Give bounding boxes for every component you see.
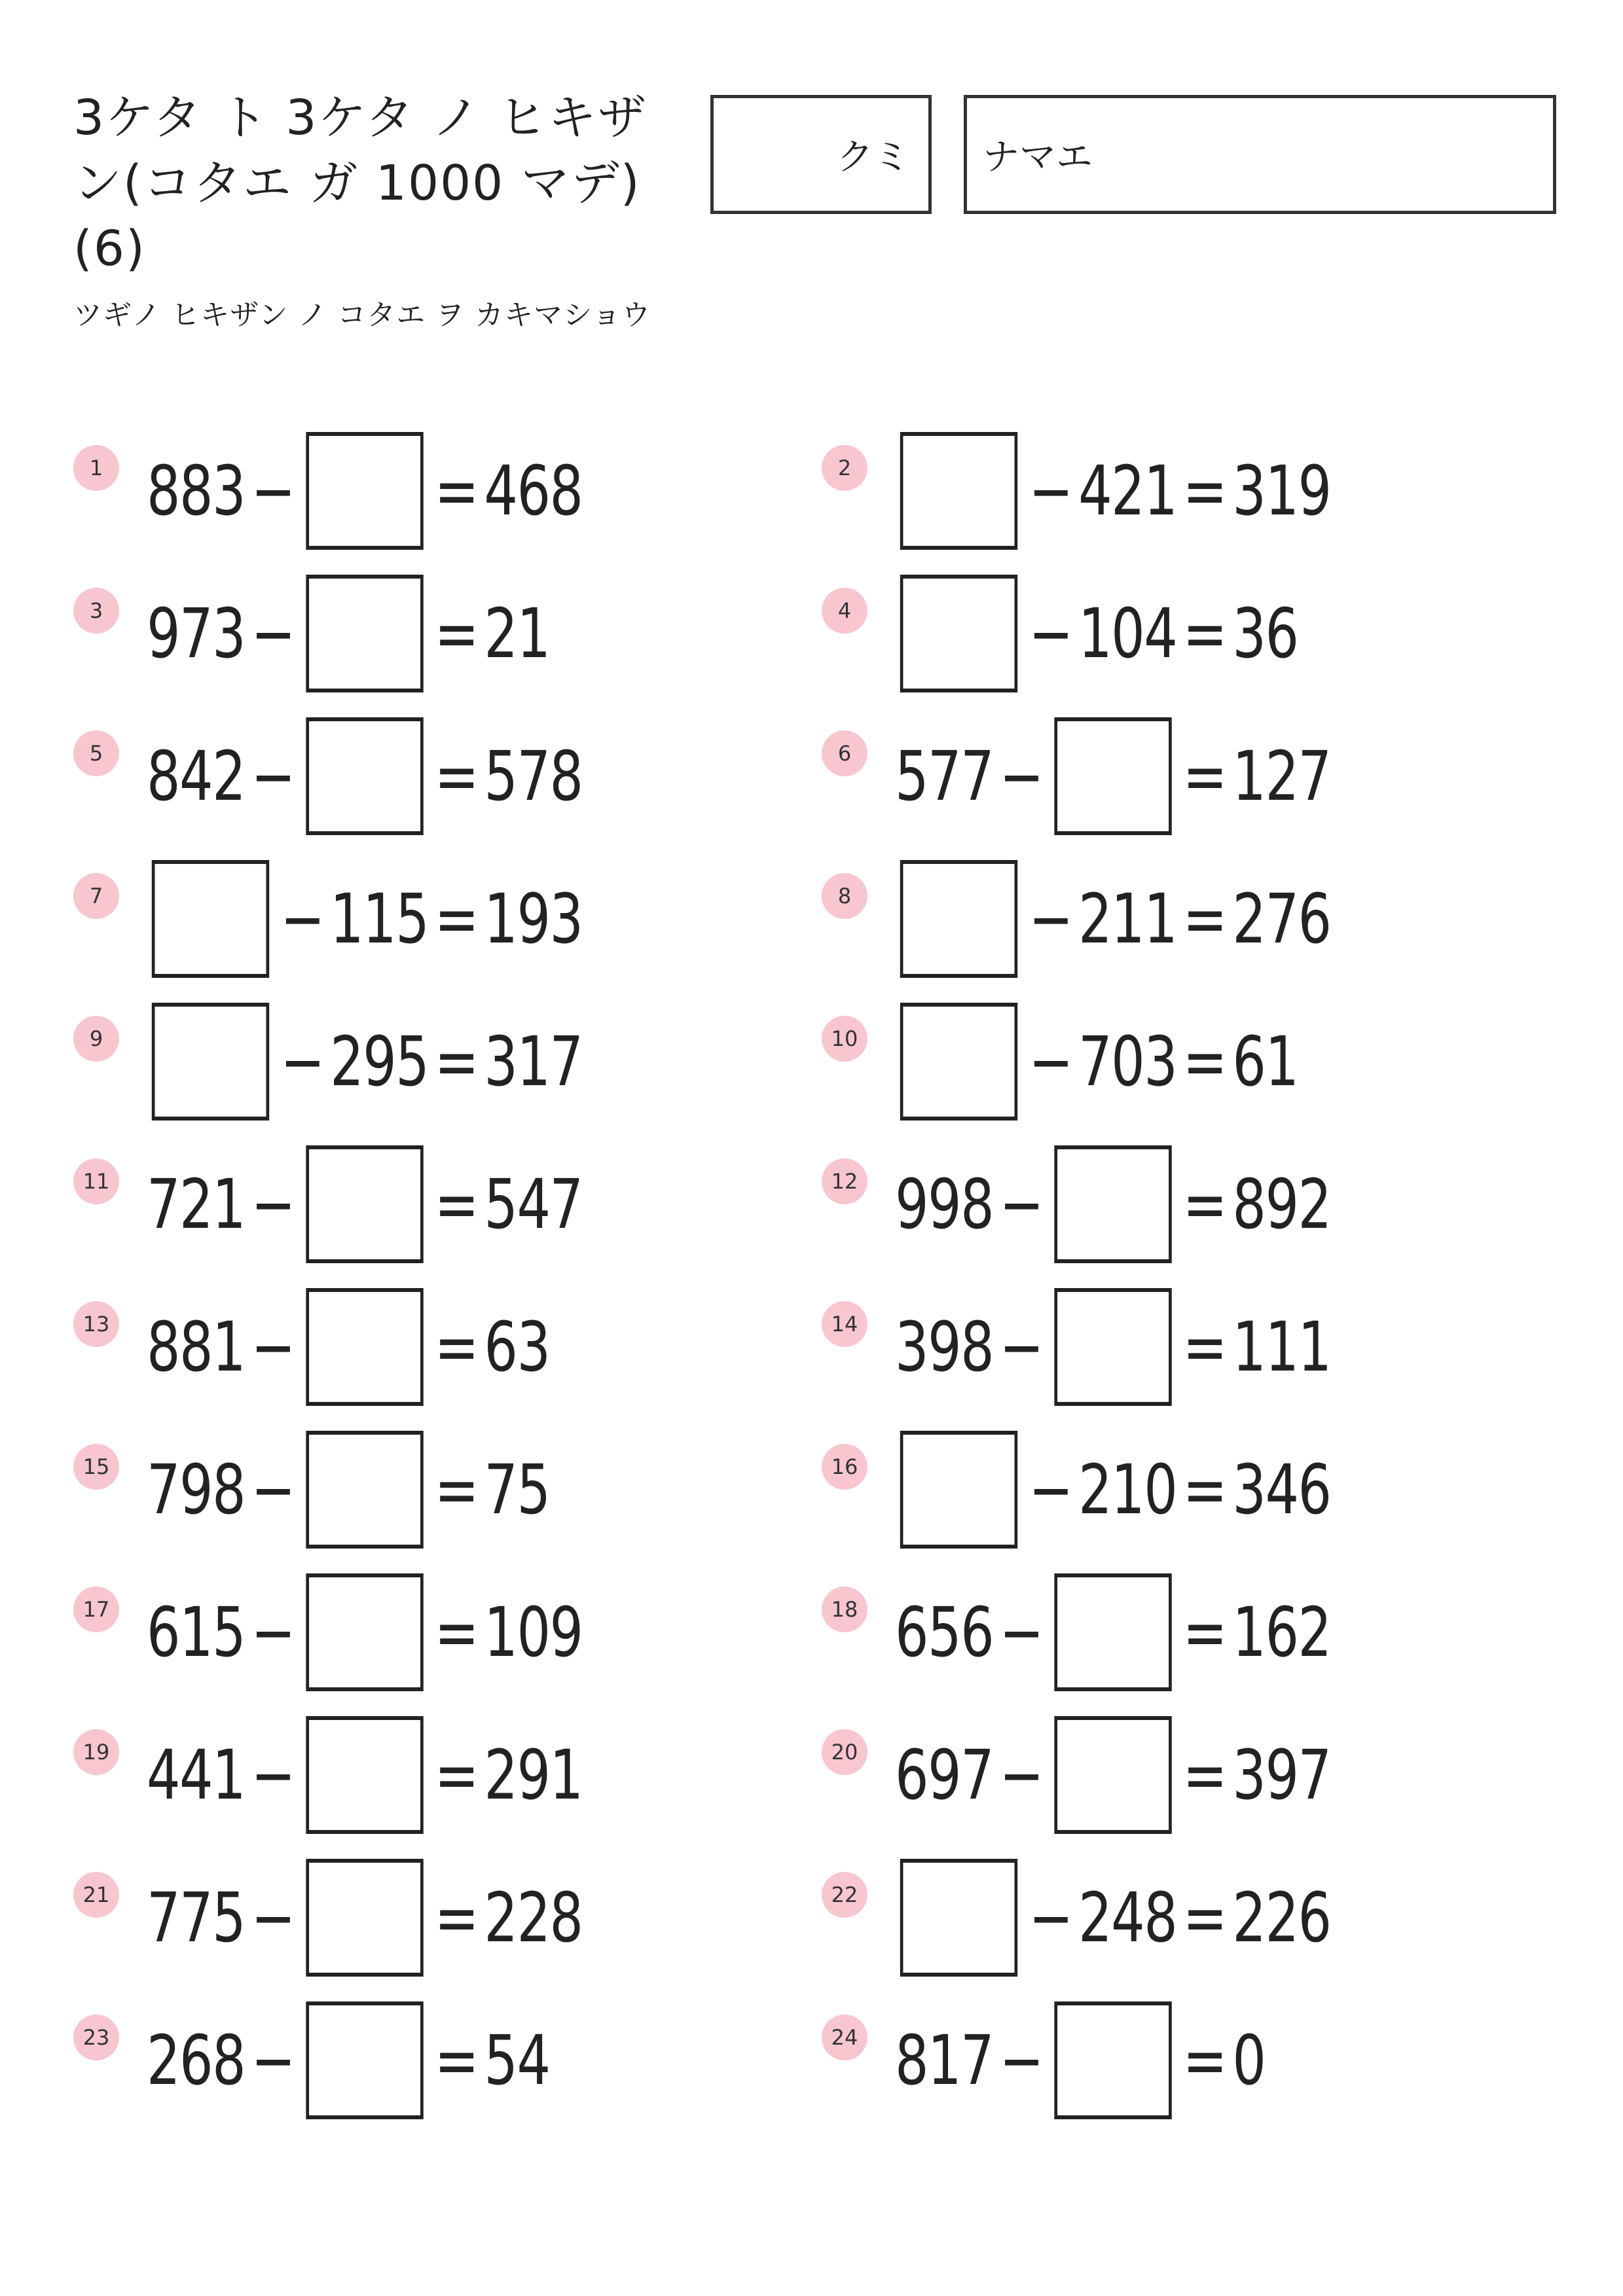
equation (895, 1431, 1331, 1549)
equation (895, 1145, 1331, 1263)
answer-box[interactable] (152, 860, 269, 978)
problem-number-badge: 1 (73, 445, 119, 491)
answer-box[interactable] (306, 1145, 423, 1263)
equation-number: 63 (484, 1307, 550, 1387)
equation-number: 127 (1232, 736, 1331, 816)
equation-number: 248 (1078, 1878, 1177, 1958)
equation-number: 226 (1232, 1878, 1331, 1958)
equation (147, 432, 583, 550)
answer-box[interactable] (306, 717, 423, 835)
equation-number: 721 (147, 1164, 246, 1244)
minus-sign: − (999, 736, 1043, 816)
equation-number: 703 (1078, 1022, 1177, 1102)
equation-number: 115 (330, 879, 429, 959)
equation-number: 61 (1232, 1022, 1298, 1102)
answer-box[interactable] (1054, 717, 1171, 835)
equation-number: 697 (895, 1735, 994, 1815)
problem-number-badge: 14 (822, 1301, 867, 1347)
equation-number: 817 (895, 2020, 994, 2100)
minus-sign: − (251, 736, 295, 816)
problem-number-badge: 16 (822, 1444, 867, 1490)
minus-sign: − (251, 451, 295, 531)
equation-number: 881 (147, 1307, 246, 1387)
problem-number-badge: 18 (822, 1587, 867, 1632)
equation-number: 346 (1232, 1450, 1331, 1530)
answer-box[interactable] (1054, 1573, 1171, 1691)
minus-sign: − (251, 1164, 295, 1244)
name-field[interactable] (964, 95, 1556, 214)
equation (895, 1288, 1331, 1406)
equation-number: 578 (484, 736, 583, 816)
answer-box[interactable] (900, 1431, 1017, 1549)
equation-number: 656 (895, 1592, 994, 1672)
minus-sign: − (1029, 594, 1072, 673)
answer-box[interactable] (900, 575, 1017, 692)
answer-box[interactable] (1054, 1288, 1171, 1406)
equation (147, 1859, 583, 1977)
equation-number: 468 (484, 451, 583, 531)
equals-sign: = (434, 1022, 479, 1102)
equals-sign: = (434, 594, 479, 673)
equation-number: 104 (1078, 594, 1177, 673)
equation (895, 1003, 1298, 1121)
equation (147, 1145, 583, 1263)
equals-sign: = (434, 451, 479, 531)
problem-number-badge: 10 (822, 1016, 867, 1062)
equals-sign: = (434, 2020, 479, 2100)
minus-sign: − (1029, 451, 1072, 531)
equation-number: 421 (1078, 451, 1177, 531)
equals-sign: = (1182, 1164, 1227, 1244)
answer-box[interactable] (900, 860, 1017, 978)
equation-number: 21 (484, 594, 550, 673)
minus-sign: − (251, 1735, 295, 1815)
problem-number-badge: 7 (73, 873, 119, 919)
problem-number-badge: 6 (822, 730, 867, 776)
equation-number: 883 (147, 451, 246, 531)
problem-number-badge: 15 (73, 1444, 119, 1490)
equation-number: 398 (895, 1307, 994, 1387)
problem-number-badge: 3 (73, 588, 119, 634)
answer-box[interactable] (1054, 1145, 1171, 1263)
problem-number-badge: 12 (822, 1158, 867, 1204)
answer-box[interactable] (900, 1859, 1017, 1977)
minus-sign: − (1029, 1022, 1072, 1102)
equals-sign: = (434, 1164, 479, 1244)
equals-sign: = (434, 1450, 479, 1530)
equation-number: 54 (484, 2020, 550, 2100)
equals-sign: = (434, 1878, 479, 1958)
equation (895, 860, 1331, 978)
equation (147, 1003, 583, 1121)
equation (147, 1288, 550, 1406)
instruction-text: ツギノ ヒキザン ノ コタエ ヲ カキマショウ (73, 298, 651, 332)
equation-number: 0 (1232, 2020, 1266, 2100)
equation (147, 575, 550, 692)
equals-sign: = (434, 1735, 479, 1815)
problem-number-badge: 5 (73, 730, 119, 776)
equation (147, 860, 583, 978)
equals-sign: = (434, 1307, 479, 1387)
problem-number-badge: 9 (73, 1016, 119, 1062)
equals-sign: = (434, 1592, 479, 1672)
equals-sign: = (1182, 1735, 1227, 1815)
class-field[interactable] (710, 95, 932, 214)
equation-number: 775 (147, 1878, 246, 1958)
equation-number: 210 (1078, 1450, 1177, 1530)
problem-number-badge: 20 (822, 1729, 867, 1775)
problem-number-badge: 13 (73, 1301, 119, 1347)
equation (895, 2001, 1265, 2119)
equation-number: 228 (484, 1878, 583, 1958)
equation-number: 319 (1232, 451, 1331, 531)
minus-sign: − (1029, 879, 1072, 959)
equation-number: 998 (895, 1164, 994, 1244)
equation-number: 842 (147, 736, 246, 816)
equation-number: 111 (1232, 1307, 1331, 1387)
equals-sign: = (1182, 1592, 1227, 1672)
equation (895, 1716, 1331, 1834)
equation-number: 547 (484, 1164, 583, 1244)
equation-number: 36 (1232, 594, 1298, 673)
equals-sign: = (1182, 1022, 1227, 1102)
minus-sign: − (280, 1022, 324, 1102)
minus-sign: − (251, 594, 295, 673)
equation-number: 892 (1232, 1164, 1331, 1244)
minus-sign: − (251, 1450, 295, 1530)
equals-sign: = (1182, 1450, 1227, 1530)
equals-sign: = (1182, 2020, 1227, 2100)
problem-number-badge: 24 (822, 2015, 867, 2060)
answer-box[interactable] (306, 2001, 423, 2119)
equation (895, 432, 1331, 550)
equation-number: 577 (895, 736, 994, 816)
equals-sign: = (434, 879, 479, 959)
equation-number: 973 (147, 594, 246, 673)
answer-box[interactable] (306, 1431, 423, 1549)
equation (147, 717, 583, 835)
equation (147, 1431, 550, 1549)
equals-sign: = (1182, 879, 1227, 959)
problem-number-badge: 21 (73, 1872, 119, 1918)
answer-box[interactable] (152, 1003, 269, 1121)
answer-box[interactable] (306, 1859, 423, 1977)
minus-sign: − (999, 1735, 1043, 1815)
equals-sign: = (1182, 594, 1227, 673)
worksheet-title: 3ケタ ト 3ケタ ノ ヒキザン(コタエ ガ 1000 マデ)(6) (73, 90, 647, 277)
equation (895, 1573, 1331, 1691)
equation-number: 798 (147, 1450, 246, 1530)
answer-box[interactable] (1054, 2001, 1171, 2119)
answer-box[interactable] (900, 1003, 1017, 1121)
equation-number: 211 (1078, 879, 1177, 959)
minus-sign: − (1029, 1878, 1072, 1958)
equation-number: 317 (484, 1022, 583, 1102)
minus-sign: − (280, 879, 324, 959)
equation-number: 291 (484, 1735, 583, 1815)
equals-sign: = (1182, 736, 1227, 816)
equation-number: 193 (484, 879, 583, 959)
equation-number: 276 (1232, 879, 1331, 959)
answer-box[interactable] (306, 1288, 423, 1406)
problem-number-badge: 17 (73, 1587, 119, 1632)
equation (895, 1859, 1331, 1977)
answer-box[interactable] (306, 432, 423, 550)
problem-number-badge: 23 (73, 2015, 119, 2060)
equation-number: 75 (484, 1450, 550, 1530)
answer-box[interactable] (306, 575, 423, 692)
equals-sign: = (434, 736, 479, 816)
equation-number: 441 (147, 1735, 246, 1815)
minus-sign: − (999, 1307, 1043, 1387)
minus-sign: − (251, 1878, 295, 1958)
answer-box[interactable] (900, 432, 1017, 550)
answer-box[interactable] (1054, 1716, 1171, 1834)
equals-sign: = (1182, 451, 1227, 531)
equation (147, 1573, 583, 1691)
equals-sign: = (1182, 1307, 1227, 1387)
problem-number-badge: 11 (73, 1158, 119, 1204)
minus-sign: − (999, 1164, 1043, 1244)
minus-sign: − (999, 2020, 1043, 2100)
name-label: ナマエ (983, 136, 1093, 179)
equation (147, 2001, 550, 2119)
minus-sign: − (251, 1592, 295, 1672)
answer-box[interactable] (306, 1573, 423, 1691)
equation-number: 109 (484, 1592, 583, 1672)
problem-number-badge: 22 (822, 1872, 867, 1918)
minus-sign: − (251, 1307, 295, 1387)
equation-number: 162 (1232, 1592, 1331, 1672)
minus-sign: − (999, 1592, 1043, 1672)
problem-number-badge: 19 (73, 1729, 119, 1775)
equation-number: 397 (1232, 1735, 1331, 1815)
equals-sign: = (1182, 1878, 1227, 1958)
equation-number: 268 (147, 2020, 246, 2100)
equation (147, 1716, 583, 1834)
minus-sign: − (251, 2020, 295, 2100)
problem-number-badge: 8 (822, 873, 867, 919)
problem-number-badge: 2 (822, 445, 867, 491)
equation-number: 295 (330, 1022, 429, 1102)
answer-box[interactable] (306, 1716, 423, 1834)
problem-number-badge: 4 (822, 588, 867, 634)
minus-sign: − (1029, 1450, 1072, 1530)
equation (895, 717, 1331, 835)
equation (895, 575, 1298, 692)
class-label: クミ (837, 136, 910, 179)
equation-number: 615 (147, 1592, 246, 1672)
